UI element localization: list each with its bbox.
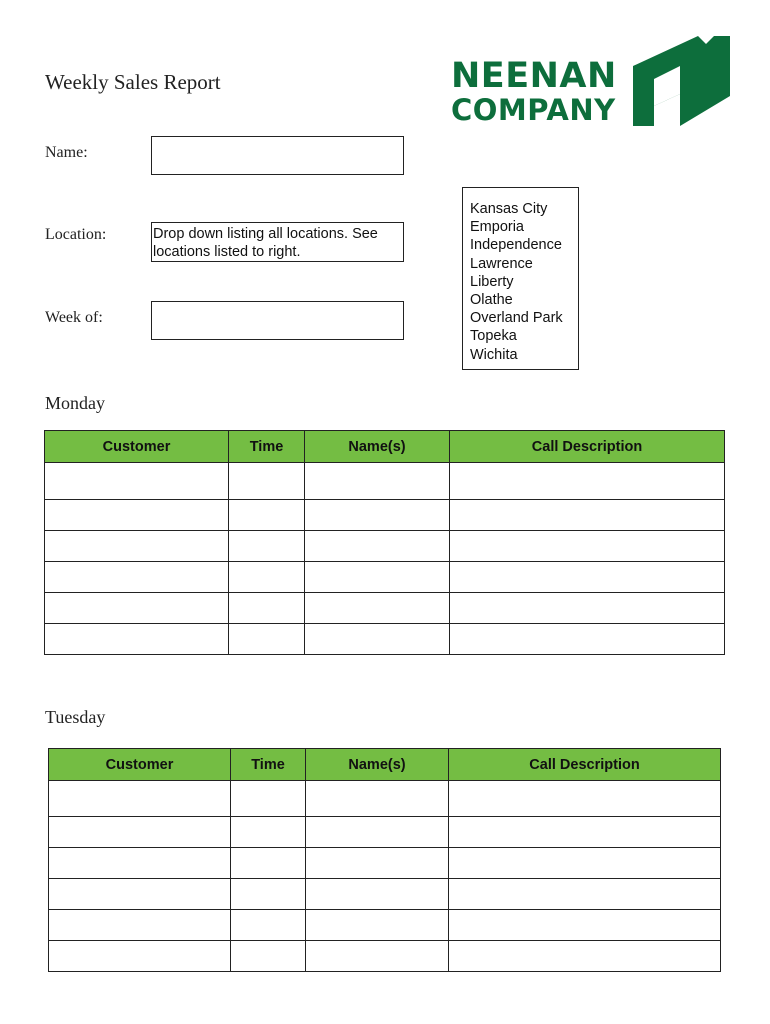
table-cell[interactable]	[49, 879, 231, 910]
table-cell[interactable]	[231, 879, 306, 910]
table-cell[interactable]	[306, 910, 449, 941]
location-item: Lawrence	[470, 255, 533, 272]
column-header-call-description: Call Description	[449, 749, 721, 781]
monday-table	[44, 430, 725, 655]
location-dropdown[interactable]	[151, 222, 404, 262]
table-cell[interactable]	[231, 910, 306, 941]
table-cell[interactable]	[305, 562, 450, 593]
table-cell[interactable]	[450, 593, 725, 624]
table-row	[49, 941, 721, 972]
tuesday-table	[48, 748, 721, 972]
table-row	[49, 781, 721, 817]
table-cell[interactable]	[229, 624, 305, 655]
table-cell[interactable]	[231, 817, 306, 848]
table-header-row	[49, 749, 721, 781]
table-cell[interactable]	[45, 531, 229, 562]
page-title: Weekly Sales Report	[45, 70, 221, 94]
table-cell[interactable]	[450, 463, 725, 500]
table-cell[interactable]	[49, 910, 231, 941]
table-cell[interactable]	[449, 817, 721, 848]
week-label: Week of:	[45, 309, 103, 326]
table-row	[45, 593, 725, 624]
table-cell[interactable]	[229, 500, 305, 531]
table-row	[45, 624, 725, 655]
location-item: Emporia	[470, 219, 524, 236]
table-cell[interactable]	[229, 593, 305, 624]
table-cell[interactable]	[449, 781, 721, 817]
location-item: Liberty	[470, 273, 514, 290]
table-row	[45, 531, 725, 562]
table-cell[interactable]	[45, 463, 229, 500]
table-cell[interactable]	[305, 624, 450, 655]
column-header-names: Name(s)	[306, 749, 449, 781]
monday-heading: Monday	[45, 393, 105, 413]
table-cell[interactable]	[45, 593, 229, 624]
table-cell[interactable]	[305, 463, 450, 500]
table-cell[interactable]	[231, 941, 306, 972]
logo-line-1: NEENAN	[451, 56, 617, 96]
table-row	[49, 879, 721, 910]
table-cell[interactable]	[305, 593, 450, 624]
name-label: Name:	[45, 144, 88, 161]
table-cell[interactable]	[306, 941, 449, 972]
table-cell[interactable]	[450, 562, 725, 593]
table-cell[interactable]	[229, 463, 305, 500]
location-item: Overland Park	[470, 310, 563, 327]
column-header-names: Name(s)	[305, 431, 450, 463]
table-cell[interactable]	[231, 848, 306, 879]
table-cell[interactable]	[306, 781, 449, 817]
table-cell[interactable]	[450, 500, 725, 531]
table-cell[interactable]	[49, 848, 231, 879]
table-row	[45, 463, 725, 500]
table-cell[interactable]	[45, 624, 229, 655]
location-label: Location:	[45, 226, 107, 243]
column-header-customer: Customer	[45, 431, 229, 463]
tuesday-heading: Tuesday	[45, 707, 106, 727]
location-item: Independence	[470, 237, 562, 254]
table-cell[interactable]	[449, 941, 721, 972]
table-row	[49, 848, 721, 879]
table-header-row	[45, 431, 725, 463]
table-row	[45, 500, 725, 531]
table-cell[interactable]	[305, 531, 450, 562]
location-item: Kansas City	[470, 201, 548, 217]
location-item: Topeka	[470, 328, 517, 345]
table-cell[interactable]	[449, 910, 721, 941]
week-field[interactable]	[151, 301, 404, 340]
table-row	[49, 910, 721, 941]
name-field[interactable]	[151, 136, 404, 175]
table-cell[interactable]	[49, 941, 231, 972]
company-logo	[448, 34, 733, 129]
table-cell[interactable]	[306, 817, 449, 848]
table-row	[49, 817, 721, 848]
table-cell[interactable]	[449, 879, 721, 910]
table-cell[interactable]	[45, 562, 229, 593]
table-cell[interactable]	[229, 531, 305, 562]
table-cell[interactable]	[49, 781, 231, 817]
table-cell[interactable]	[449, 848, 721, 879]
table-cell[interactable]	[229, 562, 305, 593]
column-header-customer: Customer	[49, 749, 231, 781]
table-cell[interactable]	[49, 817, 231, 848]
locations-list	[462, 187, 579, 370]
table-cell[interactable]	[450, 531, 725, 562]
table-cell[interactable]	[231, 781, 306, 817]
table-cell[interactable]	[450, 624, 725, 655]
table-cell[interactable]	[45, 500, 229, 531]
table-cell[interactable]	[306, 879, 449, 910]
location-dropdown-text: Drop down listing all locations. See locations listed to right.	[153, 226, 378, 260]
table-cell[interactable]	[305, 500, 450, 531]
table-row	[45, 562, 725, 593]
logo-line-2: COMPANY	[451, 93, 616, 127]
location-item: Olathe	[470, 292, 513, 309]
column-header-call-description: Call Description	[450, 431, 725, 463]
column-header-time: Time	[231, 749, 306, 781]
location-item: Wichita	[470, 346, 518, 363]
column-header-time: Time	[229, 431, 305, 463]
table-cell[interactable]	[306, 848, 449, 879]
